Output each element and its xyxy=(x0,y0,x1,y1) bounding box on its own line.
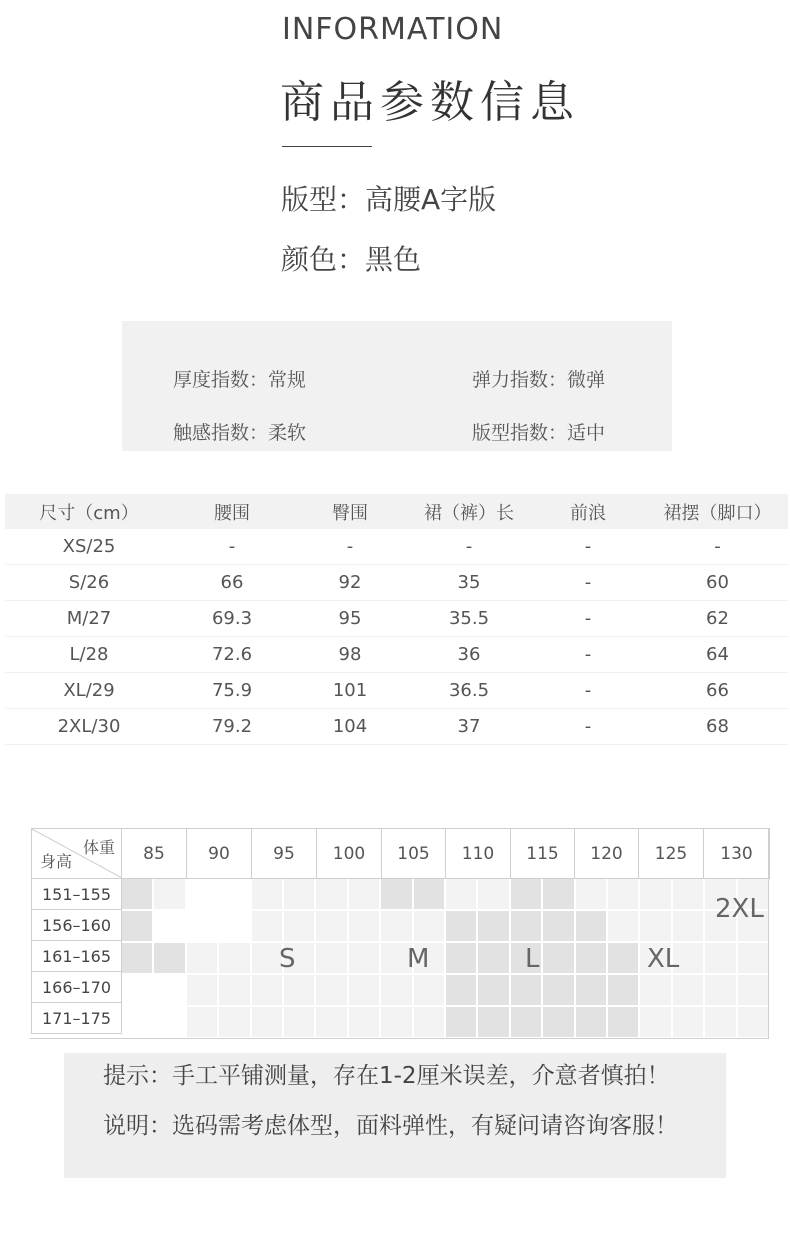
notice-panel xyxy=(64,1053,726,1178)
table-cell: 66 xyxy=(647,673,788,709)
weight-header: 95 xyxy=(252,829,317,879)
section-title-cn: 商品参数信息 xyxy=(280,77,580,128)
size-zone-cell xyxy=(576,911,606,941)
table-cell: XS/25 xyxy=(5,529,173,565)
notice-measurement: 提示：手工平铺测量，存在1-2厘米误差，介意者慎拍！ xyxy=(103,1063,670,1089)
size-zone-cell xyxy=(316,943,346,973)
weight-header: 125 xyxy=(639,829,704,879)
table-cell: 101 xyxy=(291,673,409,709)
size-zone-cell xyxy=(187,1007,217,1037)
table-cell: - xyxy=(647,529,788,565)
index-elasticity: 弹力指数：微弹 xyxy=(472,369,606,391)
size-zone-label: 2XL xyxy=(715,894,764,924)
size-zone-cell xyxy=(576,1007,606,1037)
size-zone-cell xyxy=(640,879,670,909)
table-cell: XL/29 xyxy=(5,673,173,709)
attribute-color xyxy=(281,238,421,278)
size-zone-label: M xyxy=(407,944,430,974)
table-cell: 35 xyxy=(409,565,529,601)
size-zone-cell xyxy=(252,943,282,973)
size-zone-cell xyxy=(349,943,379,973)
table-row xyxy=(5,637,788,673)
attribute-value: 高腰A字版 xyxy=(365,183,497,216)
size-zone-cell xyxy=(446,975,476,1005)
table-cell: 95 xyxy=(291,601,409,637)
table-cell: 104 xyxy=(291,709,409,745)
size-zone-cell xyxy=(219,943,249,973)
size-zone-cell xyxy=(381,911,411,941)
size-zone-cell xyxy=(478,911,508,941)
table-row xyxy=(5,529,788,565)
size-zone-cell xyxy=(154,943,184,973)
size-zone-cell xyxy=(252,975,282,1005)
size-zone-cell xyxy=(478,1007,508,1037)
size-zone-cell xyxy=(414,879,444,909)
size-zone-cell xyxy=(511,879,541,909)
attribute-fit xyxy=(281,178,496,218)
height-axis-label: 身高 xyxy=(40,852,73,871)
size-zone-cell xyxy=(511,975,541,1005)
size-zone-cell xyxy=(640,911,670,941)
size-zone-label: XL xyxy=(647,944,680,974)
table-cell: - xyxy=(529,601,647,637)
table-cell: - xyxy=(173,529,291,565)
size-zone-cell xyxy=(511,911,541,941)
table-cell: - xyxy=(409,529,529,565)
size-zone-cell xyxy=(543,975,573,1005)
index-touch: 触感指数：柔软 xyxy=(173,422,307,444)
index-thickness: 厚度指数：常规 xyxy=(173,369,307,391)
column-header: 前浪 xyxy=(570,502,606,524)
table-cell: 62 xyxy=(647,601,788,637)
table-cell: 2XL/30 xyxy=(5,709,173,745)
attribute-label: 版型： xyxy=(281,183,366,216)
table-cell: - xyxy=(529,673,647,709)
table-cell: 64 xyxy=(647,637,788,673)
size-recommendation-chart xyxy=(31,828,769,1039)
table-cell: 92 xyxy=(291,565,409,601)
size-zone-cell xyxy=(187,943,217,973)
table-cell: S/26 xyxy=(5,565,173,601)
size-zone-cell xyxy=(738,975,768,1005)
size-zone-cell xyxy=(608,1007,638,1037)
table-cell: - xyxy=(529,637,647,673)
table-cell: 35.5 xyxy=(409,601,529,637)
size-zone-cell xyxy=(705,975,735,1005)
table-cell: 68 xyxy=(647,709,788,745)
height-label: 161–165 xyxy=(32,941,122,972)
fabric-index-panel xyxy=(122,321,672,451)
chart-bottom-border xyxy=(30,1038,769,1039)
size-zone-cell xyxy=(414,975,444,1005)
size-zone-cell xyxy=(349,975,379,1005)
size-zone-cell xyxy=(381,879,411,909)
table-cell: 98 xyxy=(291,637,409,673)
size-zone-cell xyxy=(252,879,282,909)
weight-header: 110 xyxy=(446,829,511,879)
column-header: 尺寸（cm） xyxy=(39,502,139,524)
table-row xyxy=(5,673,788,709)
size-zone-cell xyxy=(608,943,638,973)
table-cell: 37 xyxy=(409,709,529,745)
size-zone-cell xyxy=(284,911,314,941)
size-zone-cell xyxy=(219,975,249,1005)
size-zone-cell xyxy=(381,1007,411,1037)
weight-header: 100 xyxy=(317,829,382,879)
size-zone-cell xyxy=(349,1007,379,1037)
size-zone-cell xyxy=(608,975,638,1005)
weight-axis-label: 体重 xyxy=(82,838,115,857)
table-row xyxy=(5,601,788,637)
height-label: 166–170 xyxy=(32,972,122,1003)
size-zone-cell xyxy=(122,911,152,941)
table-cell: 66 xyxy=(173,565,291,601)
size-zone-cell xyxy=(252,1007,282,1037)
height-label: 156–160 xyxy=(32,910,122,941)
size-zone-cell xyxy=(349,879,379,909)
table-cell: 36 xyxy=(409,637,529,673)
size-zone-cell xyxy=(543,879,573,909)
size-measurement-table xyxy=(5,494,788,745)
table-cell: - xyxy=(529,565,647,601)
size-zone-cell xyxy=(316,1007,346,1037)
table-cell: - xyxy=(529,529,647,565)
size-zone-cell xyxy=(446,879,476,909)
size-zone-cell xyxy=(608,911,638,941)
weight-header: 130 xyxy=(704,829,770,879)
weight-header: 115 xyxy=(511,829,575,879)
size-zone-cell xyxy=(705,943,735,973)
weight-header: 120 xyxy=(575,829,639,879)
size-zone-cell xyxy=(640,975,670,1005)
size-zone-cell xyxy=(446,1007,476,1037)
size-zone-cell xyxy=(673,975,703,1005)
chart-right-border xyxy=(768,828,769,1039)
attribute-value: 黑色 xyxy=(365,243,422,276)
table-cell: L/28 xyxy=(5,637,173,673)
size-zone-cell xyxy=(738,1007,768,1037)
size-zone-label: L xyxy=(525,944,540,974)
size-zone-cell xyxy=(284,879,314,909)
size-zone-cell xyxy=(738,943,768,973)
table-cell: 36.5 xyxy=(409,673,529,709)
column-header: 臀围 xyxy=(332,502,368,524)
size-zone-cell xyxy=(252,911,282,941)
size-zone-cell xyxy=(414,1007,444,1037)
table-cell: 60 xyxy=(647,565,788,601)
size-zone-cell xyxy=(316,975,346,1005)
attribute-label: 颜色： xyxy=(281,243,366,276)
size-zone-cell xyxy=(122,879,152,909)
size-zone-cell xyxy=(316,911,346,941)
size-zone-cell xyxy=(673,1007,703,1037)
table-cell: - xyxy=(529,709,647,745)
title-divider xyxy=(282,146,372,147)
size-zone-cell xyxy=(543,911,573,941)
size-zone-cell xyxy=(478,975,508,1005)
table-row xyxy=(5,709,788,745)
size-zone-cell xyxy=(543,943,573,973)
size-zone-cell xyxy=(284,1007,314,1037)
weight-header: 90 xyxy=(187,829,252,879)
notice-sizing: 说明：选码需考虑体型，面料弹性，有疑问请咨询客服！ xyxy=(103,1113,678,1139)
column-header: 腰围 xyxy=(214,502,250,524)
section-title-en: INFORMATION xyxy=(282,12,504,47)
size-zone-cell xyxy=(349,911,379,941)
size-zone-cell xyxy=(284,975,314,1005)
size-zone-cell xyxy=(673,879,703,909)
table-cell: 75.9 xyxy=(173,673,291,709)
table-cell: 79.2 xyxy=(173,709,291,745)
table-cell: - xyxy=(291,529,409,565)
column-header: 裙摆（脚口） xyxy=(663,502,772,524)
height-label: 151–155 xyxy=(32,879,122,910)
size-zone-cell xyxy=(446,943,476,973)
chart-corner-header xyxy=(32,829,122,879)
size-zone-cell xyxy=(705,1007,735,1037)
size-zone-cell xyxy=(122,943,152,973)
size-zone-cell xyxy=(478,943,508,973)
size-zone-cell xyxy=(187,975,217,1005)
size-zone-grid xyxy=(121,878,769,1039)
table-cell: M/27 xyxy=(5,601,173,637)
size-zone-cell xyxy=(154,879,184,909)
table-row xyxy=(5,565,788,601)
size-zone-cell xyxy=(478,879,508,909)
column-header: 裙（裤）长 xyxy=(424,502,514,524)
height-label: 171–175 xyxy=(32,1003,122,1034)
size-zone-cell xyxy=(576,879,606,909)
size-zone-cell xyxy=(381,975,411,1005)
size-zone-label: S xyxy=(279,944,296,974)
size-zone-cell xyxy=(543,1007,573,1037)
table-cell: 69.3 xyxy=(173,601,291,637)
size-zone-cell xyxy=(576,975,606,1005)
weight-header: 105 xyxy=(382,829,446,879)
table-cell: 72.6 xyxy=(173,637,291,673)
size-zone-cell xyxy=(414,911,444,941)
size-zone-cell xyxy=(219,1007,249,1037)
size-zone-cell xyxy=(446,911,476,941)
size-zone-cell xyxy=(673,911,703,941)
size-zone-cell xyxy=(576,943,606,973)
table-header-row xyxy=(5,494,788,529)
size-zone-cell xyxy=(640,1007,670,1037)
size-zone-cell xyxy=(608,879,638,909)
size-zone-cell xyxy=(316,879,346,909)
weight-header: 85 xyxy=(122,829,187,879)
size-zone-cell xyxy=(511,1007,541,1037)
index-fit: 版型指数：适中 xyxy=(472,422,606,444)
